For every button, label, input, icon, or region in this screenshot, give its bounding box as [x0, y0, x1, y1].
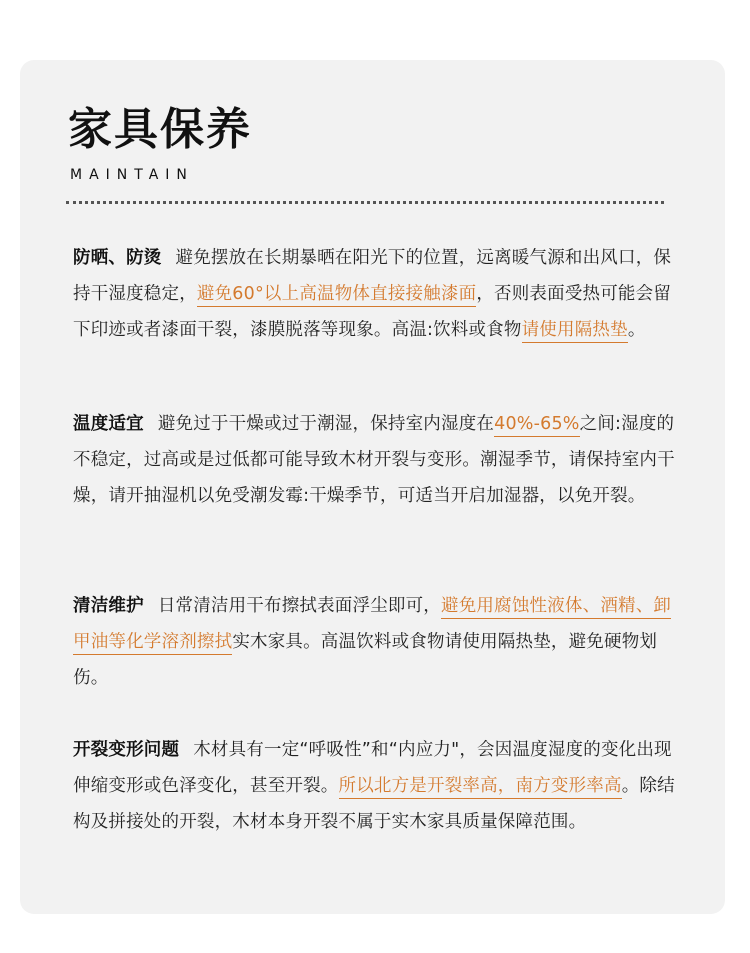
- section-cracking-deformation: [73, 732, 683, 840]
- section-heading: 开裂变形问题: [73, 740, 180, 760]
- dotted-divider: [66, 201, 664, 204]
- section-text: 木材具有一定“呼吸性”和“内应力"，会因温度湿度的变化出现伸缩变形或色泽变化，甚至开裂。: [73, 740, 672, 796]
- section-text: 日常清洁用干布擦拭表面浮尘即可，: [157, 596, 442, 616]
- highlight-text: 40%-65%: [494, 414, 580, 437]
- section-text: 之间:湿度的不稳定，过高或是过低都可能导致木材开裂与变形。潮湿季节，请保持室内干燥，请开抽湿机以免受潮发霉:干燥季节，可适当开启加湿器，以免开裂。: [73, 414, 675, 506]
- section-cleaning: [73, 588, 683, 696]
- highlight-text: 避免60°以上高温物体直接接触漆面: [197, 284, 476, 307]
- section-heading: 清洁维护: [73, 596, 144, 616]
- section-text: 避免过于干燥或过于潮湿，保持室内湿度在: [157, 414, 495, 434]
- section-text: 实木家具。高温饮料或食物请使用隔热垫，避免硬物划伤。: [73, 632, 658, 688]
- section-humidity: [73, 406, 683, 514]
- highlight-text: 所以北方是开裂率高，南方变形率高: [339, 776, 622, 799]
- highlight-text: 避免用腐蚀性液体、酒精、卸甲油等化学溶剂擦拭: [73, 596, 671, 655]
- highlight-text: 请使用隔热垫: [522, 320, 628, 343]
- section-text: 避免摆放在长期暴晒在阳光下的位置，远离暖气源和出风口，保持干湿度稳定，: [73, 248, 672, 304]
- section-sun-heat-protection: [73, 240, 683, 348]
- section-text: ，否则表面受热可能会留下印迹或者漆面干裂，漆膜脱落等现象。高温:饮料或食物: [73, 284, 672, 340]
- page-subtitle: MAINTAIN: [70, 167, 194, 183]
- section-text: 。除结构及拼接处的开裂，木材本身开裂不属于实木家具质量保障范围。: [73, 776, 675, 832]
- section-heading: 温度适宜: [73, 414, 144, 434]
- section-text: 。: [627, 320, 646, 340]
- page-title: 家具保养: [68, 104, 252, 155]
- section-heading: 防晒、防烫: [73, 248, 162, 268]
